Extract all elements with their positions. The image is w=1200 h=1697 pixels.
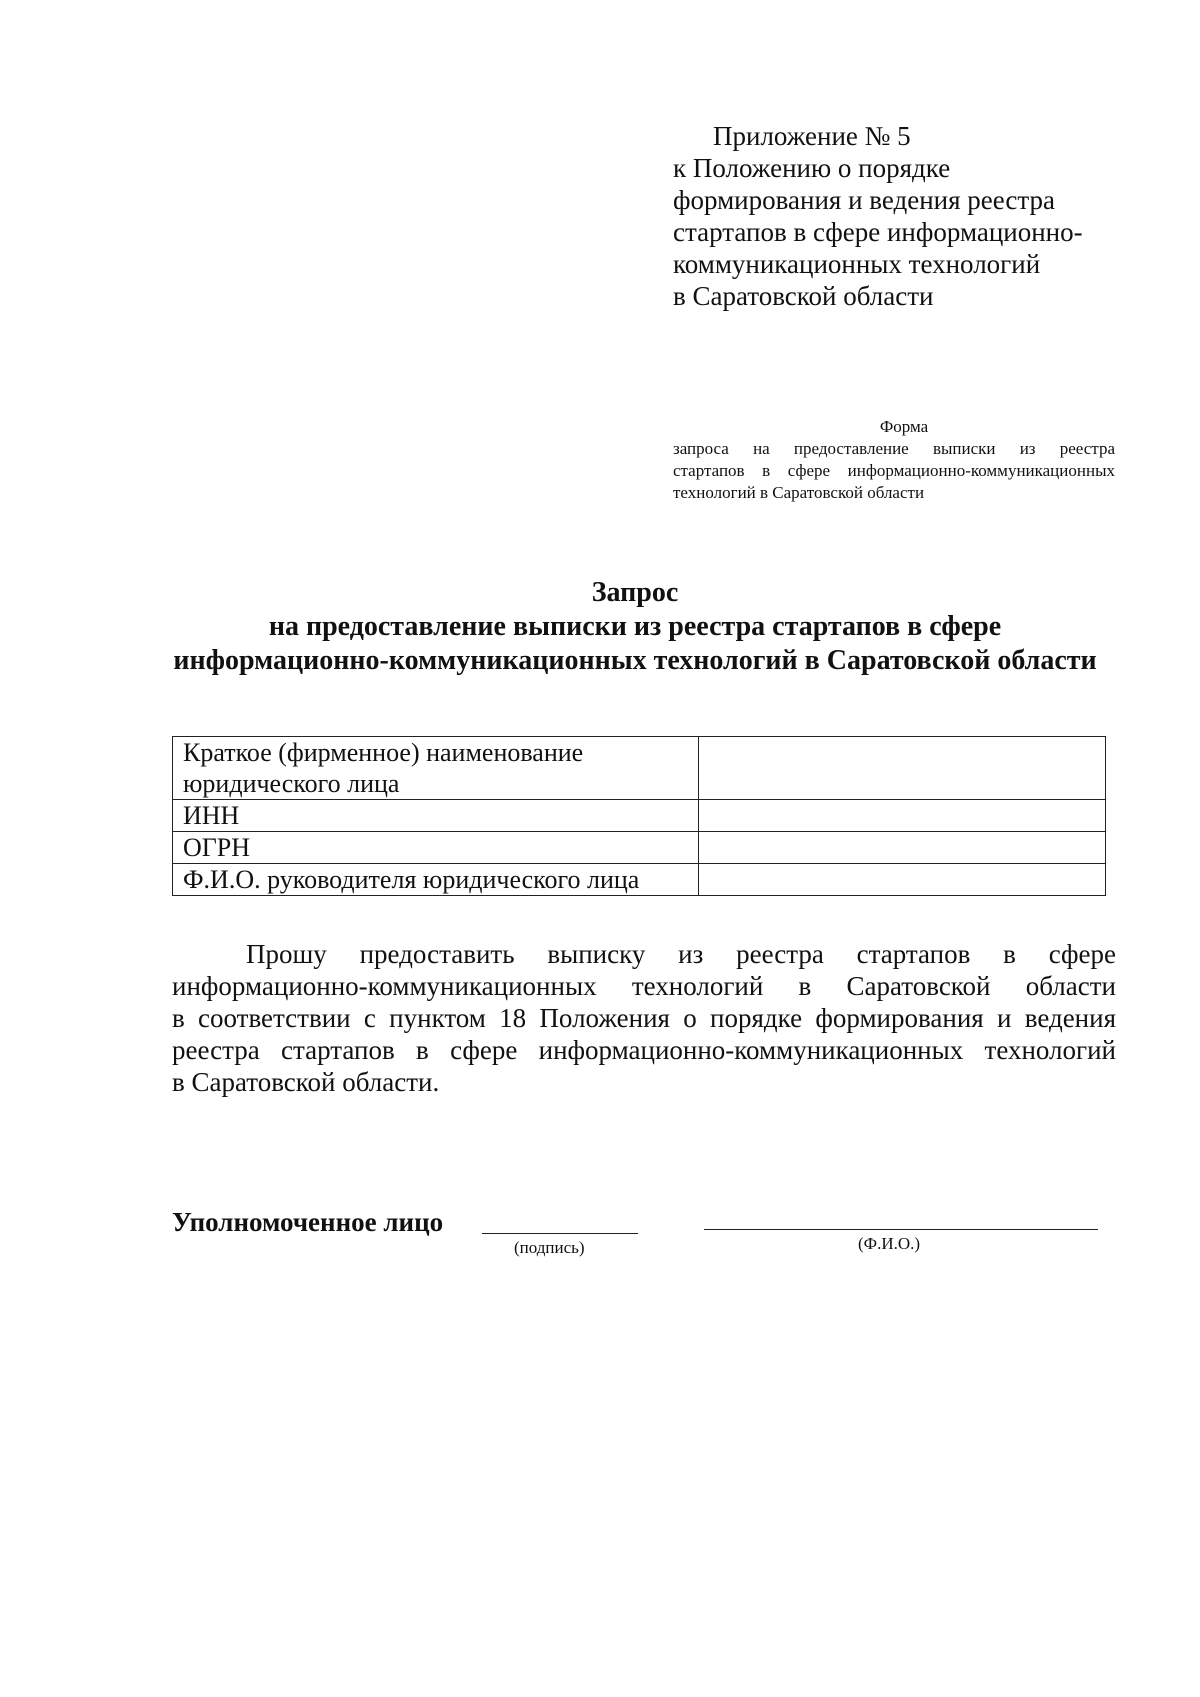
paragraph-line: в соответствии с пунктом 18 Положения о порядке формирования и ведения (172, 1003, 1116, 1033)
table-label-cell: Краткое (фирменное) наименование юридического лица (173, 737, 699, 800)
signature-line[interactable] (482, 1233, 638, 1234)
table-value-cell[interactable] (698, 832, 1105, 864)
table-row (173, 864, 1106, 896)
paragraph-line: информационно-коммуникационных технологий в Саратовской области (172, 971, 1116, 1001)
authorized-person-label: Уполномоченное лицо (172, 1207, 444, 1237)
title-line: информационно-коммуникационных технологий в Саратовской области (173, 645, 1097, 676)
appendix-line: стартапов в сфере информационно- (673, 217, 1083, 247)
title-line: Запрос (591, 577, 679, 608)
table-label-cell: ОГРН (173, 832, 699, 864)
table-row (173, 800, 1106, 832)
appendix-line: к Положению о порядке (673, 153, 951, 183)
table-value-cell[interactable] (698, 737, 1105, 800)
form-caption-heading: Форма (879, 417, 929, 436)
table-label-cell: Ф.И.О. руководителя юридического лица (173, 864, 699, 896)
paragraph-line: Прошу предоставить выписку из реестра стартапов в сфере (246, 939, 1116, 969)
appendix-line: в Саратовской области (673, 281, 934, 311)
applicant-info-table (172, 736, 1106, 896)
appendix-line: формирования и ведения реестра (673, 185, 1056, 215)
paragraph-line: в Саратовской области. (172, 1067, 440, 1097)
appendix-header (673, 120, 1133, 312)
appendix-line: коммуникационных технологий (673, 249, 1041, 279)
table-value-cell[interactable] (698, 864, 1105, 896)
form-caption-line: технологий в Саратовской области (673, 483, 925, 502)
table-value-cell[interactable] (698, 800, 1105, 832)
form-caption-line: запроса на предоставление выписки из реестра (673, 439, 1115, 458)
full-name-caption: (Ф.И.О.) (858, 1234, 921, 1253)
title-line: на предоставление выписки из реестра стартапов в сфере (268, 611, 1002, 642)
paragraph-line: реестра стартапов в сфере информационно-коммуникационных технологий (172, 1035, 1116, 1065)
table-label-cell: ИНН (173, 800, 699, 832)
table-row (173, 737, 1106, 800)
request-paragraph (172, 938, 1116, 1098)
form-caption (673, 416, 1115, 504)
table-row (173, 832, 1106, 864)
appendix-number: Приложение № 5 (713, 121, 911, 151)
full-name-line[interactable] (704, 1229, 1098, 1230)
document-title (150, 576, 1120, 678)
signature-caption: (подпись) (514, 1238, 585, 1257)
form-caption-line: стартапов в сфере информационно-коммуникационных (673, 461, 1115, 480)
